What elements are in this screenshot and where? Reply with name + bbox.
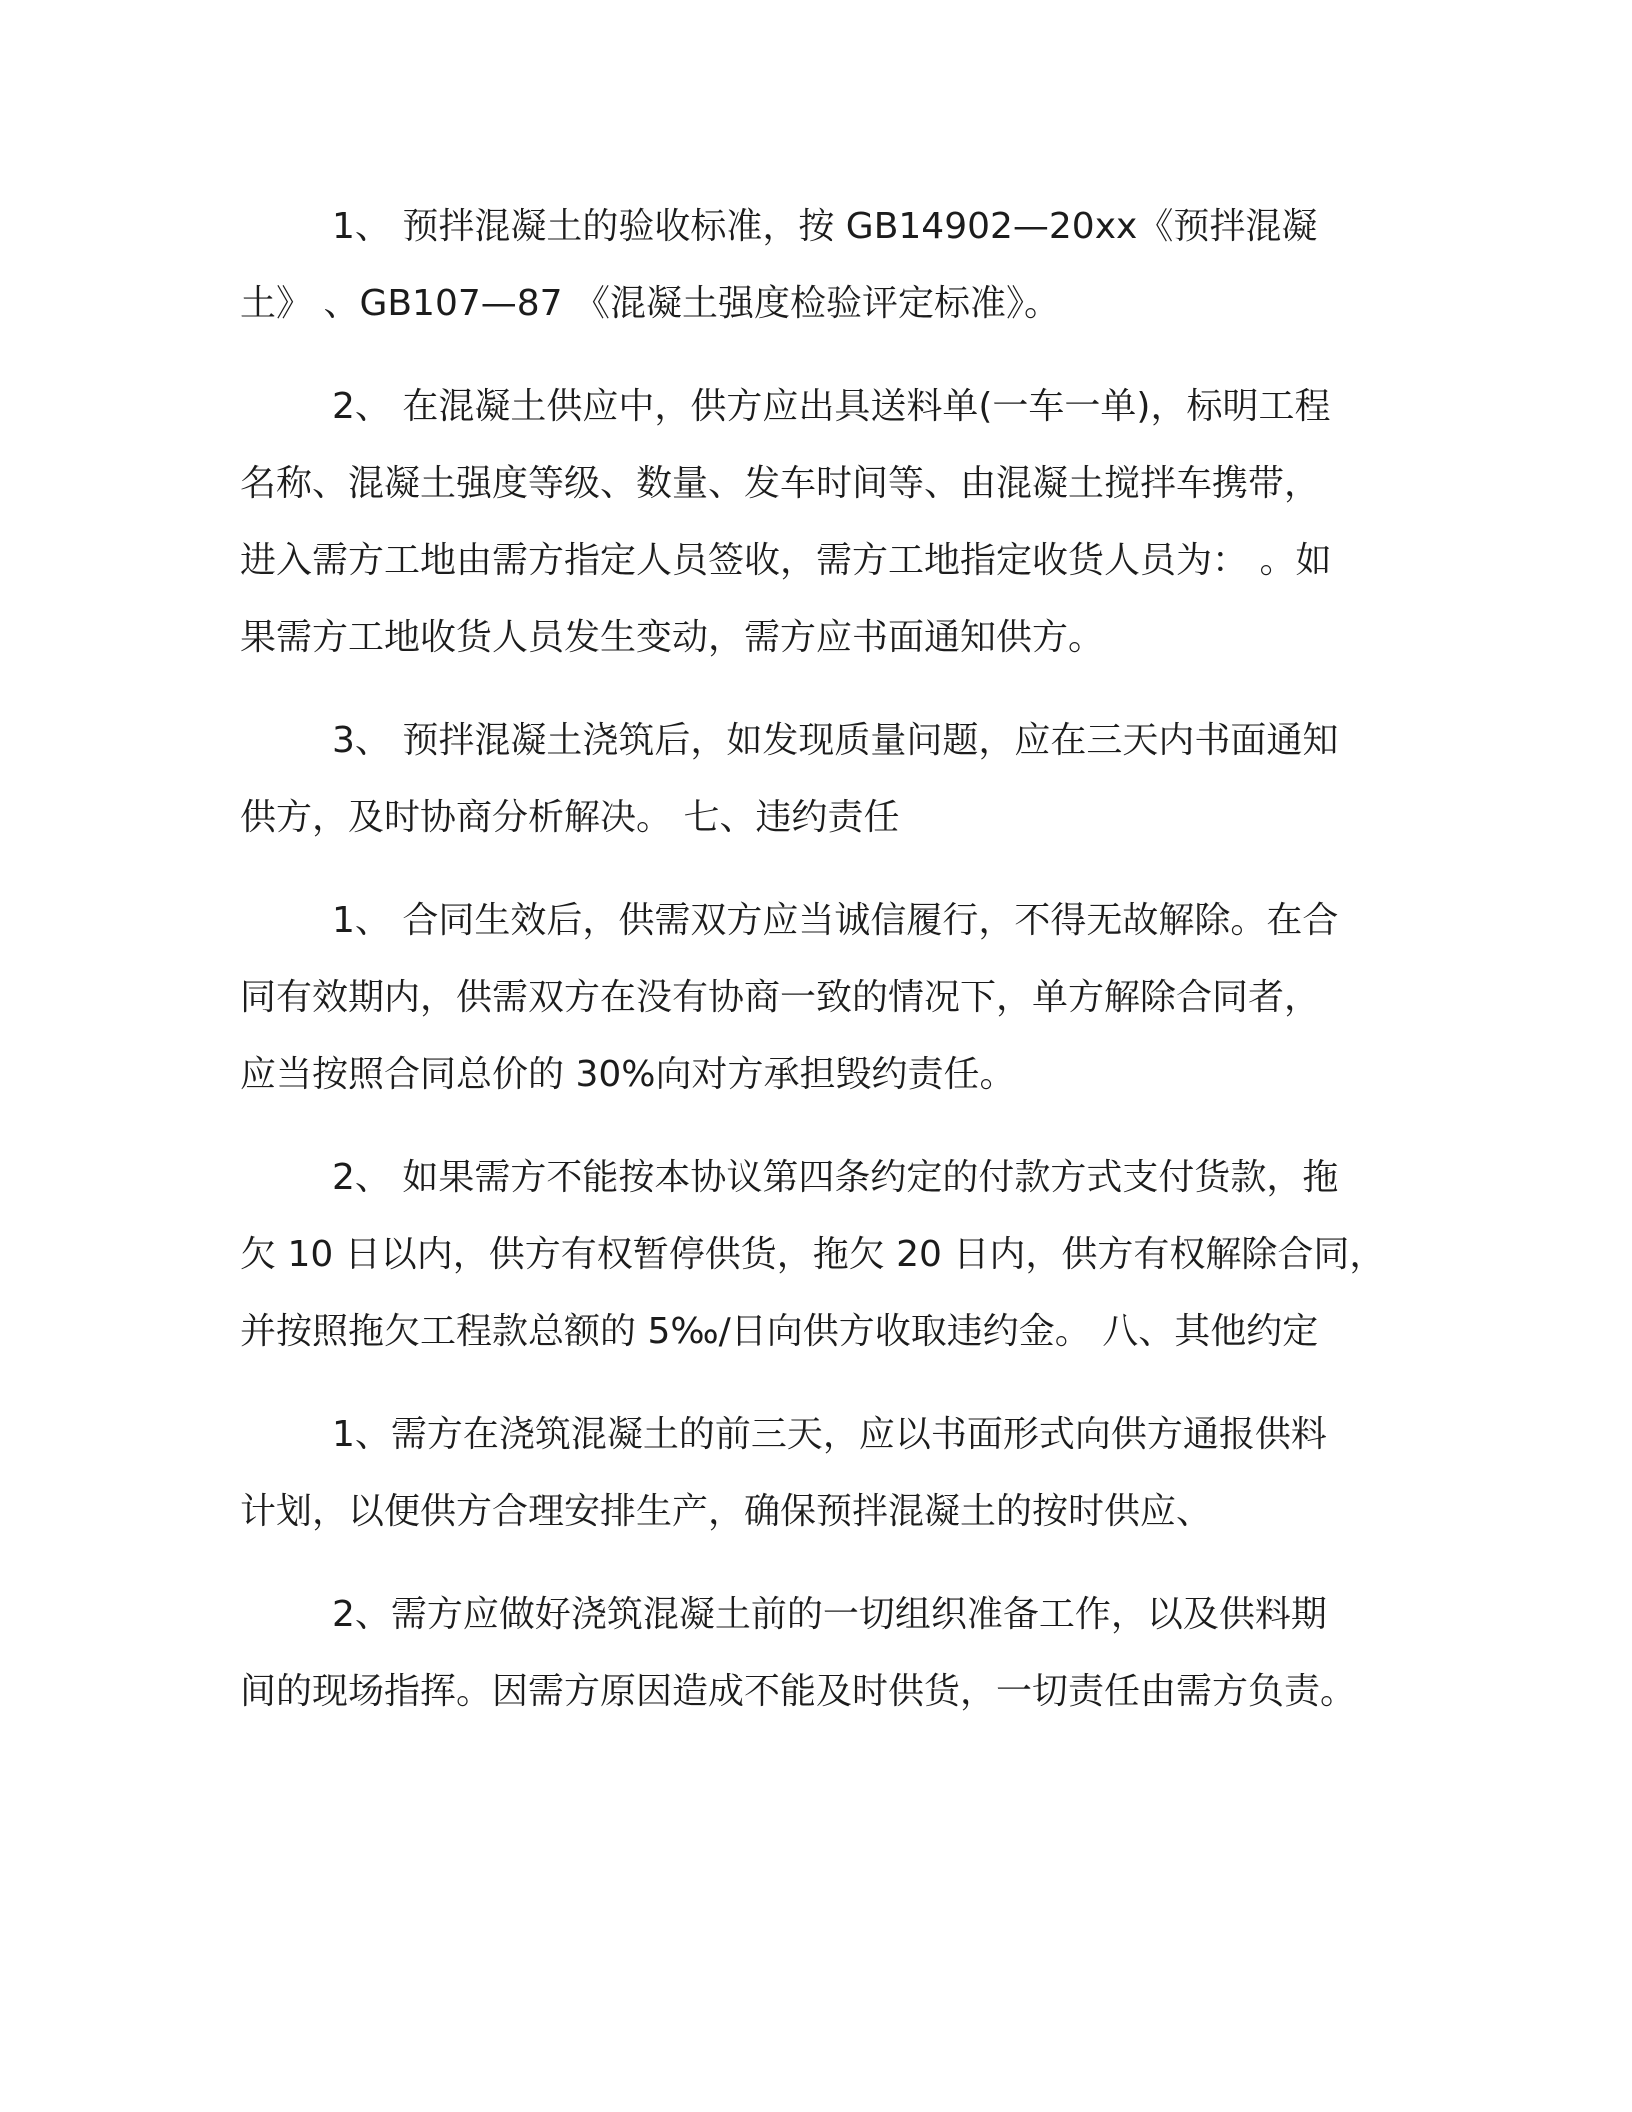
clause-quality-issue	[240, 702, 1390, 856]
clause-supply-plan	[240, 1396, 1390, 1550]
clause-contract-termination	[240, 882, 1390, 1113]
text-line: 2、 在混凝土供应中，供方应出具送料单(一车一单)，标明工程	[332, 386, 1331, 427]
document-body	[240, 188, 1390, 1756]
text-line: 进入需方工地由需方指定人员签收，需方工地指定收货人员为： 。如	[240, 540, 1332, 581]
text-line: 名称、混凝土强度等级、数量、发车时间等、由混凝土搅拌车携带，	[240, 463, 1321, 504]
text-line: 果需方工地收货人员发生变动，需方应书面通知供方。	[240, 617, 1105, 658]
clause-site-preparation	[240, 1576, 1390, 1730]
clause-payment-default	[240, 1139, 1390, 1370]
text-line: 1、需方在浇筑混凝土的前三天，应以书面形式向供方通报供料	[332, 1414, 1327, 1455]
text-line: 并按照拖欠工程款总额的 5‰/日向供方收取违约金。 八、其他约定	[240, 1311, 1319, 1352]
text-line: 土》 、GB107—87 《混凝土强度检验评定标准》。	[240, 283, 1061, 324]
clause-delivery-note	[240, 368, 1390, 676]
text-line: 2、 如果需方不能按本协议第四条约定的付款方式支付货款，拖	[332, 1157, 1339, 1198]
clause-acceptance-standard	[240, 188, 1390, 342]
text-line: 同有效期内，供需双方在没有协商一致的情况下，单方解除合同者，	[240, 977, 1321, 1018]
text-line: 供方，及时协商分析解决。 七、违约责任	[240, 797, 900, 838]
text-line: 1、 合同生效后，供需双方应当诚信履行，不得无故解除。在合	[332, 900, 1339, 941]
text-line: 应当按照合同总价的 30%向对方承担毁约责任。	[240, 1054, 1016, 1095]
text-line: 欠 10 日以内，供方有权暂停供货，拖欠 20 日内，供方有权解除合同，	[240, 1234, 1386, 1275]
text-line: 2、需方应做好浇筑混凝土前的一切组织准备工作，以及供料期	[332, 1594, 1327, 1635]
text-line: 1、 预拌混凝土的验收标准，按 GB14902—20xx《预拌混凝	[332, 206, 1318, 247]
text-line: 3、 预拌混凝土浇筑后，如发现质量问题，应在三天内书面通知	[332, 720, 1339, 761]
text-line: 计划，以便供方合理安排生产，确保预拌混凝土的按时供应、	[240, 1491, 1213, 1532]
text-line: 间的现场指挥。因需方原因造成不能及时供货，一切责任由需方负责。	[240, 1671, 1357, 1712]
